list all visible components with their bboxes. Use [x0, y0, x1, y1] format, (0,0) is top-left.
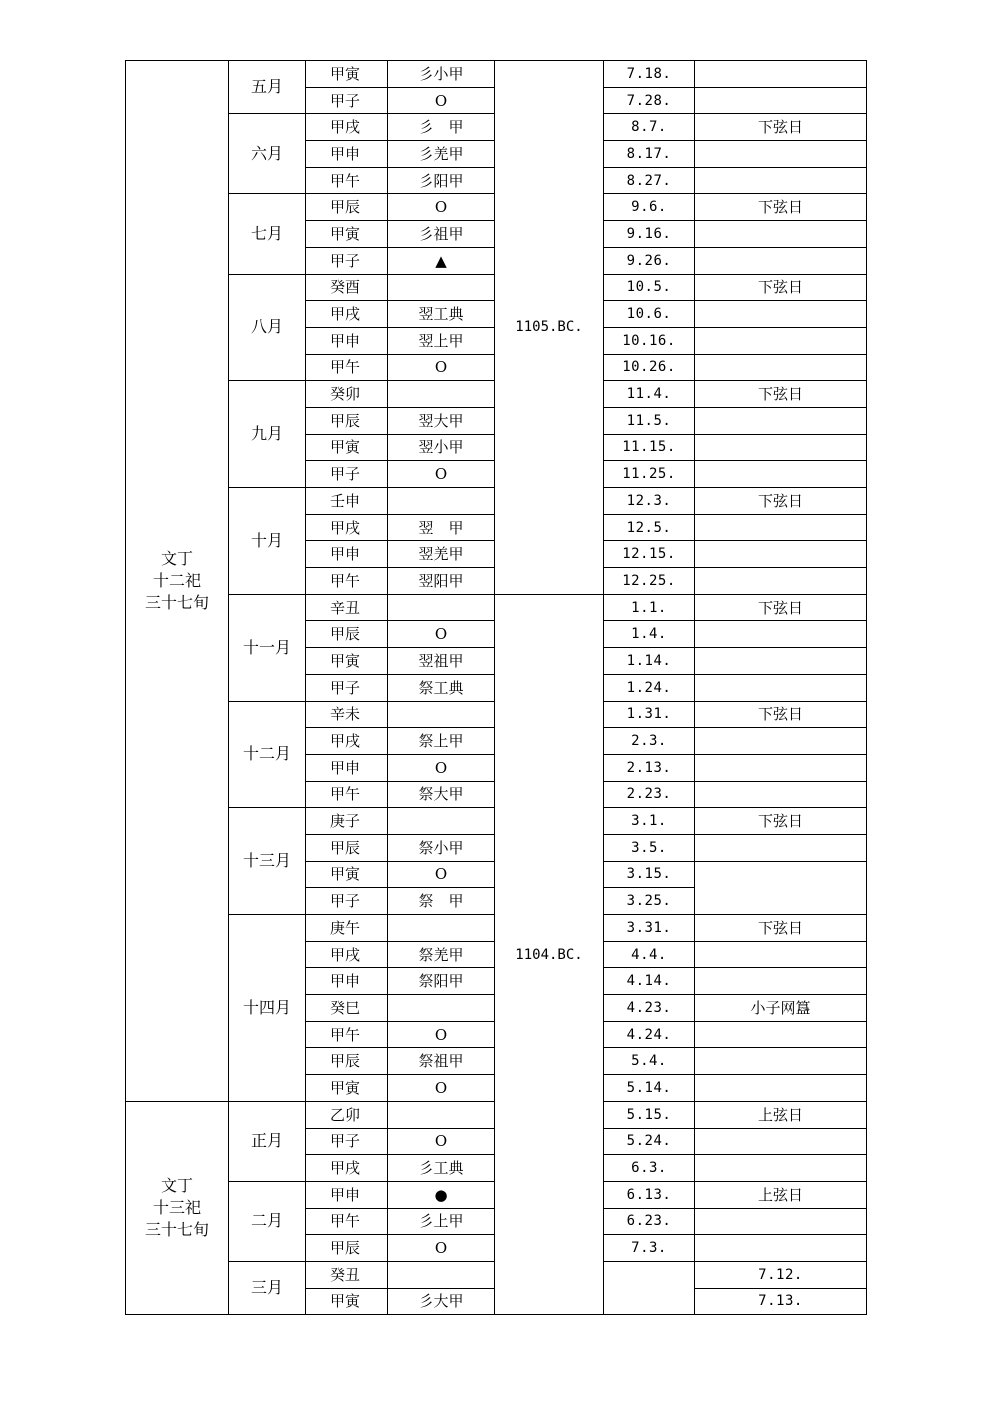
rite-cell: 祭祖甲	[388, 1048, 495, 1075]
day-cell: 甲子	[306, 87, 388, 114]
rite-cell: O	[388, 1235, 495, 1262]
rite-cell: 彡工典	[388, 1155, 495, 1182]
date-cell: 8.27.	[604, 167, 695, 194]
date-cell: 8.7.	[604, 114, 695, 141]
date-cell: 5.4.	[604, 1048, 695, 1075]
rite-cell	[388, 274, 495, 301]
month-cell: 六月	[229, 114, 306, 194]
note-cell	[695, 434, 867, 461]
month-cell: 八月	[229, 274, 306, 381]
note-cell	[695, 1128, 867, 1155]
day-cell: 甲申	[306, 141, 388, 168]
king-year-cell	[126, 1101, 229, 1315]
note-cell	[695, 834, 867, 861]
king-year-cell	[126, 61, 229, 1102]
day-cell: 甲辰	[306, 834, 388, 861]
note-cell	[695, 1208, 867, 1235]
xun-count: 三十七旬	[144, 592, 209, 612]
date-cell: 9.6.	[604, 194, 695, 221]
rite-cell: O	[388, 1075, 495, 1102]
year-cell-empty	[604, 1261, 695, 1314]
day-cell: 癸丑	[306, 1261, 388, 1288]
day-cell: 甲戌	[306, 941, 388, 968]
rite-cell: O	[388, 194, 495, 221]
date-cell: 7.3.	[604, 1235, 695, 1262]
rite-cell: 彡大甲	[388, 1288, 495, 1315]
note-cell: 下弦日	[695, 488, 867, 515]
date-cell: 6.23.	[604, 1208, 695, 1235]
date-cell: 3.1.	[604, 808, 695, 835]
rite-cell: 祭阳甲	[388, 968, 495, 995]
day-cell: 甲子	[306, 461, 388, 488]
rite-cell: O	[388, 754, 495, 781]
triangle-mark-icon: ▲	[388, 247, 495, 274]
day-cell: 甲辰	[306, 1048, 388, 1075]
date-cell: 1.31.	[604, 701, 695, 728]
rite-cell: 翌小甲	[388, 434, 495, 461]
note-cell	[695, 1048, 867, 1075]
note-cell	[695, 568, 867, 595]
month-cell: 三月	[229, 1261, 306, 1314]
note-cell	[695, 247, 867, 274]
month-cell: 五月	[229, 61, 306, 114]
note-cell	[695, 301, 867, 328]
note-cell	[695, 61, 867, 88]
note-cell: 下弦日	[695, 381, 867, 408]
date-cell: 7.13.	[695, 1288, 867, 1315]
rite-cell: 彡 甲	[388, 114, 495, 141]
rite-cell	[388, 1261, 495, 1288]
month-cell: 十一月	[229, 594, 306, 701]
month-cell: 七月	[229, 194, 306, 274]
day-cell: 甲子	[306, 1128, 388, 1155]
sacrifice-calendar-table	[125, 60, 867, 1315]
note-cell	[695, 1021, 867, 1048]
date-cell: 10.5.	[604, 274, 695, 301]
day-cell: 甲子	[306, 888, 388, 915]
note-cell	[695, 221, 867, 248]
rite-cell: O	[388, 1021, 495, 1048]
day-cell: 甲寅	[306, 1075, 388, 1102]
note-cell	[695, 941, 867, 968]
rite-cell: 彡祖甲	[388, 221, 495, 248]
day-cell: 甲申	[306, 541, 388, 568]
note-cell	[695, 1235, 867, 1262]
rite-cell: O	[388, 87, 495, 114]
note-cell: 上弦日	[695, 1181, 867, 1208]
day-cell: 癸酉	[306, 274, 388, 301]
note-cell: 下弦日	[695, 701, 867, 728]
note-cell	[695, 728, 867, 755]
rite-cell: 祭小甲	[388, 834, 495, 861]
date-cell: 10.26.	[604, 354, 695, 381]
rite-cell: 翌祖甲	[388, 648, 495, 675]
day-cell: 甲寅	[306, 61, 388, 88]
date-cell: 1.14.	[604, 648, 695, 675]
king-name: 文丁	[160, 548, 193, 568]
date-cell: 11.15.	[604, 434, 695, 461]
date-cell: 2.13.	[604, 754, 695, 781]
date-cell: 10.16.	[604, 327, 695, 354]
rite-cell: 彡小甲	[388, 61, 495, 88]
rite-cell	[388, 915, 495, 942]
note-cell	[695, 1155, 867, 1182]
rite-cell	[388, 488, 495, 515]
day-cell: 甲辰	[306, 194, 388, 221]
note-cell: 下弦日	[695, 808, 867, 835]
date-cell: 7.18.	[604, 61, 695, 88]
day-cell: 甲戌	[306, 114, 388, 141]
day-cell: 甲申	[306, 754, 388, 781]
rite-cell: 翌大甲	[388, 407, 495, 434]
king-name: 文丁	[160, 1176, 193, 1196]
date-cell: 11.5.	[604, 407, 695, 434]
day-cell: 甲寅	[306, 861, 388, 888]
rite-cell: O	[388, 861, 495, 888]
day-cell: 甲子	[306, 674, 388, 701]
note-cell: 小子网簋	[695, 995, 867, 1022]
date-cell: 1.1.	[604, 594, 695, 621]
rite-cell	[388, 995, 495, 1022]
note-cell	[695, 141, 867, 168]
date-cell: 9.26.	[604, 247, 695, 274]
month-cell: 十月	[229, 488, 306, 595]
day-cell: 癸巳	[306, 995, 388, 1022]
date-cell: 5.14.	[604, 1075, 695, 1102]
note-cell	[695, 167, 867, 194]
day-cell: 甲辰	[306, 1235, 388, 1262]
table-row	[126, 61, 867, 88]
date-cell: 12.5.	[604, 514, 695, 541]
note-cell	[695, 861, 867, 914]
note-cell: 下弦日	[695, 594, 867, 621]
reign-year: 十二祀	[152, 570, 201, 590]
day-cell: 庚午	[306, 915, 388, 942]
year-cell: 1105.BC.	[495, 61, 604, 595]
rite-cell: 翌工典	[388, 301, 495, 328]
day-cell: 甲辰	[306, 621, 388, 648]
day-cell: 甲申	[306, 1181, 388, 1208]
day-cell: 甲戌	[306, 301, 388, 328]
rite-cell: 翌上甲	[388, 327, 495, 354]
date-cell: 9.16.	[604, 221, 695, 248]
rite-cell: 彡阳甲	[388, 167, 495, 194]
rite-cell: 翌羌甲	[388, 541, 495, 568]
date-cell: 12.3.	[604, 488, 695, 515]
rite-cell: 祭大甲	[388, 781, 495, 808]
date-cell: 2.3.	[604, 728, 695, 755]
month-cell: 十四月	[229, 915, 306, 1102]
date-cell: 10.6.	[604, 301, 695, 328]
note-cell	[695, 968, 867, 995]
note-cell	[695, 648, 867, 675]
note-cell: 下弦日	[695, 194, 867, 221]
rite-cell: 彡上甲	[388, 1208, 495, 1235]
day-cell: 甲午	[306, 781, 388, 808]
note-cell	[695, 461, 867, 488]
note-cell	[695, 1075, 867, 1102]
note-cell	[695, 407, 867, 434]
note-cell: 下弦日	[695, 114, 867, 141]
note-cell	[695, 541, 867, 568]
note-cell	[695, 87, 867, 114]
day-cell: 甲辰	[306, 407, 388, 434]
note-cell: 下弦日	[695, 274, 867, 301]
reign-year: 十三祀	[152, 1198, 201, 1218]
month-cell: 正月	[229, 1101, 306, 1181]
date-cell: 7.28.	[604, 87, 695, 114]
rite-cell	[388, 594, 495, 621]
note-cell	[695, 621, 867, 648]
day-cell: 辛未	[306, 701, 388, 728]
day-cell: 癸卯	[306, 381, 388, 408]
circle-mark-icon: ●	[388, 1181, 495, 1208]
date-cell: 11.4.	[604, 381, 695, 408]
date-cell: 2.23.	[604, 781, 695, 808]
date-cell: 3.31.	[604, 915, 695, 942]
note-cell	[695, 354, 867, 381]
note-cell	[695, 754, 867, 781]
xun-count: 三十七旬	[144, 1220, 209, 1240]
note-cell	[695, 674, 867, 701]
date-cell: 6.13.	[604, 1181, 695, 1208]
day-cell: 甲寅	[306, 221, 388, 248]
day-cell: 甲午	[306, 167, 388, 194]
date-cell: 5.15.	[604, 1101, 695, 1128]
date-cell: 12.15.	[604, 541, 695, 568]
day-cell: 甲寅	[306, 1288, 388, 1315]
note-cell: 上弦日	[695, 1101, 867, 1128]
rite-cell: 彡羌甲	[388, 141, 495, 168]
note-cell	[695, 781, 867, 808]
date-cell: 8.17.	[604, 141, 695, 168]
note-cell	[695, 514, 867, 541]
day-cell: 甲子	[306, 247, 388, 274]
date-cell: 12.25.	[604, 568, 695, 595]
rite-cell	[388, 1101, 495, 1128]
date-cell: 4.24.	[604, 1021, 695, 1048]
month-cell: 十三月	[229, 808, 306, 915]
date-cell: 11.25.	[604, 461, 695, 488]
date-cell: 7.12.	[695, 1261, 867, 1288]
rite-cell: 翌阳甲	[388, 568, 495, 595]
day-cell: 乙卯	[306, 1101, 388, 1128]
date-cell: 4.4.	[604, 941, 695, 968]
year-cell: 1104.BC.	[495, 594, 604, 1315]
rite-cell: O	[388, 1128, 495, 1155]
rite-cell: 祭上甲	[388, 728, 495, 755]
rite-cell: 翌 甲	[388, 514, 495, 541]
rite-cell: O	[388, 461, 495, 488]
month-cell: 十二月	[229, 701, 306, 808]
day-cell: 甲午	[306, 354, 388, 381]
month-cell: 二月	[229, 1181, 306, 1261]
day-cell: 甲戌	[306, 1155, 388, 1182]
day-cell: 甲申	[306, 327, 388, 354]
date-cell: 4.23.	[604, 995, 695, 1022]
date-cell: 1.4.	[604, 621, 695, 648]
date-cell: 6.3.	[604, 1155, 695, 1182]
day-cell: 甲午	[306, 1021, 388, 1048]
date-cell: 5.24.	[604, 1128, 695, 1155]
note-cell	[695, 327, 867, 354]
date-cell: 3.15.	[604, 861, 695, 888]
rite-cell: 祭工典	[388, 674, 495, 701]
day-cell: 甲戌	[306, 514, 388, 541]
month-cell: 九月	[229, 381, 306, 488]
date-cell: 3.5.	[604, 834, 695, 861]
date-cell: 1.24.	[604, 674, 695, 701]
day-cell: 甲寅	[306, 434, 388, 461]
day-cell: 甲申	[306, 968, 388, 995]
table-row	[126, 594, 867, 621]
note-cell: 下弦日	[695, 915, 867, 942]
day-cell: 甲寅	[306, 648, 388, 675]
day-cell: 壬申	[306, 488, 388, 515]
day-cell: 辛丑	[306, 594, 388, 621]
day-cell: 庚子	[306, 808, 388, 835]
day-cell: 甲午	[306, 568, 388, 595]
rite-cell	[388, 701, 495, 728]
rite-cell	[388, 381, 495, 408]
rite-cell: 祭 甲	[388, 888, 495, 915]
day-cell: 甲戌	[306, 728, 388, 755]
rite-cell: 祭羌甲	[388, 941, 495, 968]
rite-cell: O	[388, 621, 495, 648]
date-cell: 4.14.	[604, 968, 695, 995]
rite-cell: O	[388, 354, 495, 381]
date-cell: 3.25.	[604, 888, 695, 915]
day-cell: 甲午	[306, 1208, 388, 1235]
rite-cell	[388, 808, 495, 835]
